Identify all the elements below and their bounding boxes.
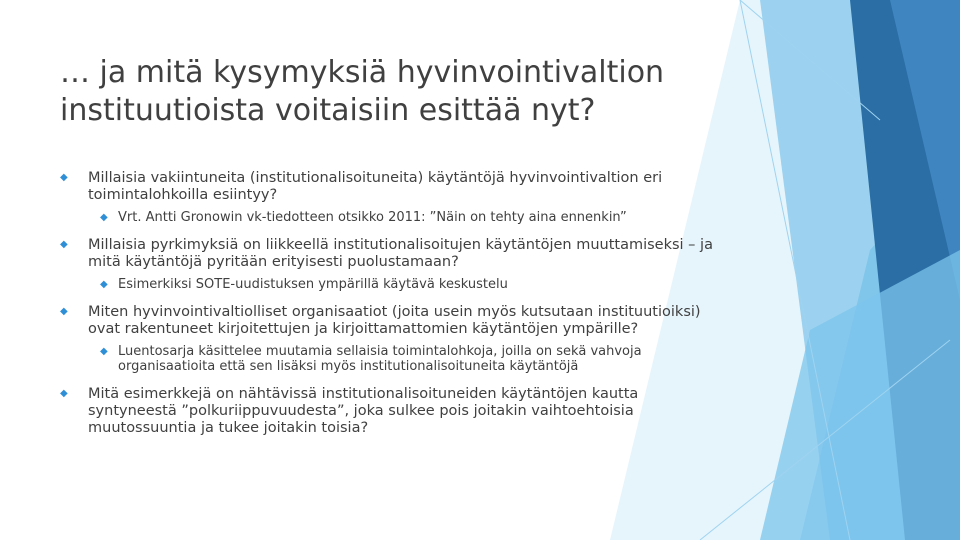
sub-bullet-text-2: Esimerkiksi SOTE-uudistuksen ympärillä käytävä keskustelu	[118, 277, 508, 292]
sub-bullet-item-3	[60, 344, 730, 374]
bullet-list	[60, 170, 730, 437]
title-line-1: … ja mitä kysymyksiä hyvinvointivaltion	[60, 55, 665, 90]
diamond-bullet-icon: ◆	[100, 212, 108, 223]
diamond-bullet-icon: ◆	[100, 279, 108, 290]
bullet-item-3	[60, 304, 730, 338]
sub-bullet-text-3: Luentosarja käsittelee muutamia sellaisia toimintalohkoja, joilla on sekä vahvoja organisaatioita että sen lisäksi myös institutionalisoituneita käytäntöjä	[118, 344, 642, 374]
title-line-2: instituutioista voitaisiin esittää nyt?	[60, 93, 596, 128]
bullet-item-2	[60, 237, 730, 271]
bullet-text-3: Miten hyvinvointivaltiolliset organisaatiot (joita usein myös kutsutaan instituutioiksi) ovat rakentuneet kirjoitettujen ja kirjoittamattomien käytäntöjen ympärille?	[88, 304, 701, 337]
sub-bullet-item-1	[60, 210, 730, 225]
bullet-text-2: Millaisia pyrkimyksiä on liikkeellä institutionalisoitujen käytäntöjen muuttamiseksi – ja mitä käytäntöjä pyritään erityisesti puolustamaan?	[88, 237, 713, 270]
slide-title	[60, 54, 740, 130]
diamond-bullet-icon: ◆	[60, 306, 68, 317]
diamond-bullet-icon: ◆	[60, 172, 68, 183]
diamond-bullet-icon: ◆	[60, 239, 68, 250]
bullet-item-1	[60, 170, 730, 204]
sub-bullet-text-1: Vrt. Antti Gronowin vk-tiedotteen otsikko 2011: ”Näin on tehty aina ennenkin”	[118, 210, 627, 225]
diamond-bullet-icon: ◆	[60, 388, 68, 399]
diamond-bullet-icon: ◆	[100, 346, 108, 357]
bullet-text-4: Mitä esimerkkejä on nähtävissä institutionalisoituneiden käytäntöjen kautta syntyneestä ”polkuriippuvuudesta”, joka sulkee pois joitakin vaihtoehtoisia muutossuuntia ja tukee joitakin toisia?	[88, 386, 639, 436]
sub-bullet-item-2	[60, 277, 730, 292]
bullet-text-1: Millaisia vakiintuneita (institutionalisoituneita) käytäntöjä hyvinvointivaltion eri toimintalohkoilla esiintyy?	[88, 170, 663, 203]
bullet-item-4	[60, 386, 730, 437]
